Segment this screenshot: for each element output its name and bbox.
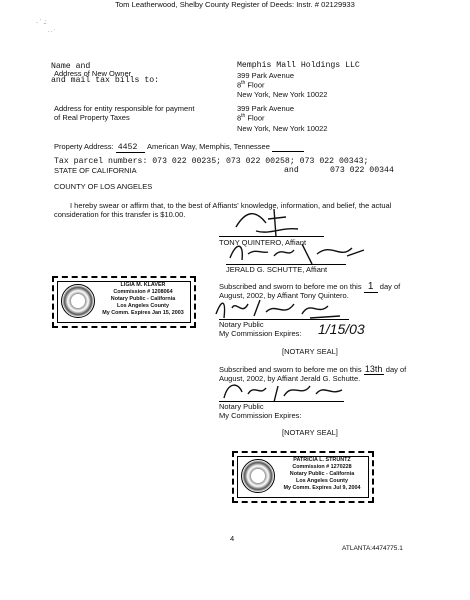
notary-stamp-struntz [232, 451, 374, 503]
property-row [54, 142, 304, 153]
tax-last-parcel: 073 022 00344 [330, 166, 394, 175]
tax-and: and [284, 166, 299, 175]
owner-addr3: New York, New York 10022 [237, 90, 328, 99]
owner-addr2: 8th Floor [237, 80, 265, 90]
notary2-day: 13th [364, 364, 383, 374]
property-street: American Way, Memphis, Tennessee [147, 142, 270, 151]
scan-specks-2: · · ˙ [48, 29, 56, 35]
scan-specks: · ˙ .: [36, 20, 47, 26]
owner-label-address: Address of New Owner [54, 69, 132, 78]
notary2-exp: My Commission Expires: [219, 411, 302, 420]
tax-parcel-line: Tax parcel numbers: 073 022 00235; 073 022 00258; 073 022 00343; [54, 157, 369, 166]
county-line: COUNTY OF LOS ANGELES [54, 182, 153, 191]
notary1-sub1: Subscribed and sworn to before me on this 1 day of [219, 281, 401, 292]
signature-line-1 [219, 236, 324, 237]
owner-label-tax: and mail tax bills to: [51, 76, 160, 85]
doc-id: ATLANTA:4474775.1 [342, 545, 403, 552]
notary-seal-icon [61, 284, 95, 318]
responsible-addr2: 8th Floor [237, 113, 265, 123]
notary2-sub2: August, 2002, by Affiant Jerald G. Schutte. [219, 374, 361, 383]
notary1-np: Notary Public [219, 320, 264, 329]
notary1-exp: My Commission Expires: [219, 329, 302, 338]
owner-addr1: 399 Park Avenue [237, 71, 294, 80]
notary-stamp-klaver [52, 276, 196, 328]
notary1-sub2: August, 2002, by Affiant Tony Quintero. [219, 291, 349, 300]
owner-label-name: Name and [51, 62, 91, 71]
affiant-2: JERALD G. SCHUTTE, Affiant [226, 265, 328, 274]
tony-quintero-signature [226, 205, 306, 240]
page-number: 4 [230, 534, 235, 543]
responsible-addr1: 399 Park Avenue [237, 104, 294, 113]
owner-name: Memphis Mall Holdings LLC [237, 61, 360, 70]
property-label: Property Address: [54, 142, 114, 151]
notary2-sub1: Subscribed and sworn to before me on this 13th day of [219, 364, 407, 374]
affiant-1: TONY QUINTERO, Affiant [219, 238, 307, 247]
stamp-2-text: PATRICIA L. STRUNTZ Commission # 1270228 Notary Public - California Los Angeles County My Comm. Expires Jul 9, 2004 [283, 457, 361, 491]
notary-seal-icon [241, 459, 275, 493]
notary1-seal-label: [NOTARY SEAL] [282, 347, 338, 356]
property-number: 4452 [116, 143, 146, 153]
responsible-label-1: Address for entity responsible for payment [54, 104, 195, 113]
notary1-day: 1 [364, 281, 378, 293]
notary2-seal-label: [NOTARY SEAL] [282, 428, 338, 437]
responsible-label-2: of Real Property Taxes [54, 113, 130, 122]
notary2-np: Notary Public [219, 402, 264, 411]
responsible-addr3: New York, New York 10022 [237, 124, 328, 133]
notary1-exp-val: 1/15/03 [318, 321, 365, 337]
affirm-line-2: consideration for this transfer is $10.00. [54, 210, 186, 219]
stamp-1-text: LIGIA M. KLAVER Commission # 1208064 Notary Public - California Los Angeles County My Comm. Expires Jan 15, 2003 [102, 282, 184, 316]
state-line: STATE OF CALIFORNIA [54, 166, 137, 175]
affirm-line-1: I hereby swear or affirm that, to the best of Affiants' knowledge, information, and belief, the actual [70, 201, 392, 210]
register-header: Tom Leatherwood, Shelby County Register of Deeds: Instr. # 02129933 [115, 0, 355, 9]
